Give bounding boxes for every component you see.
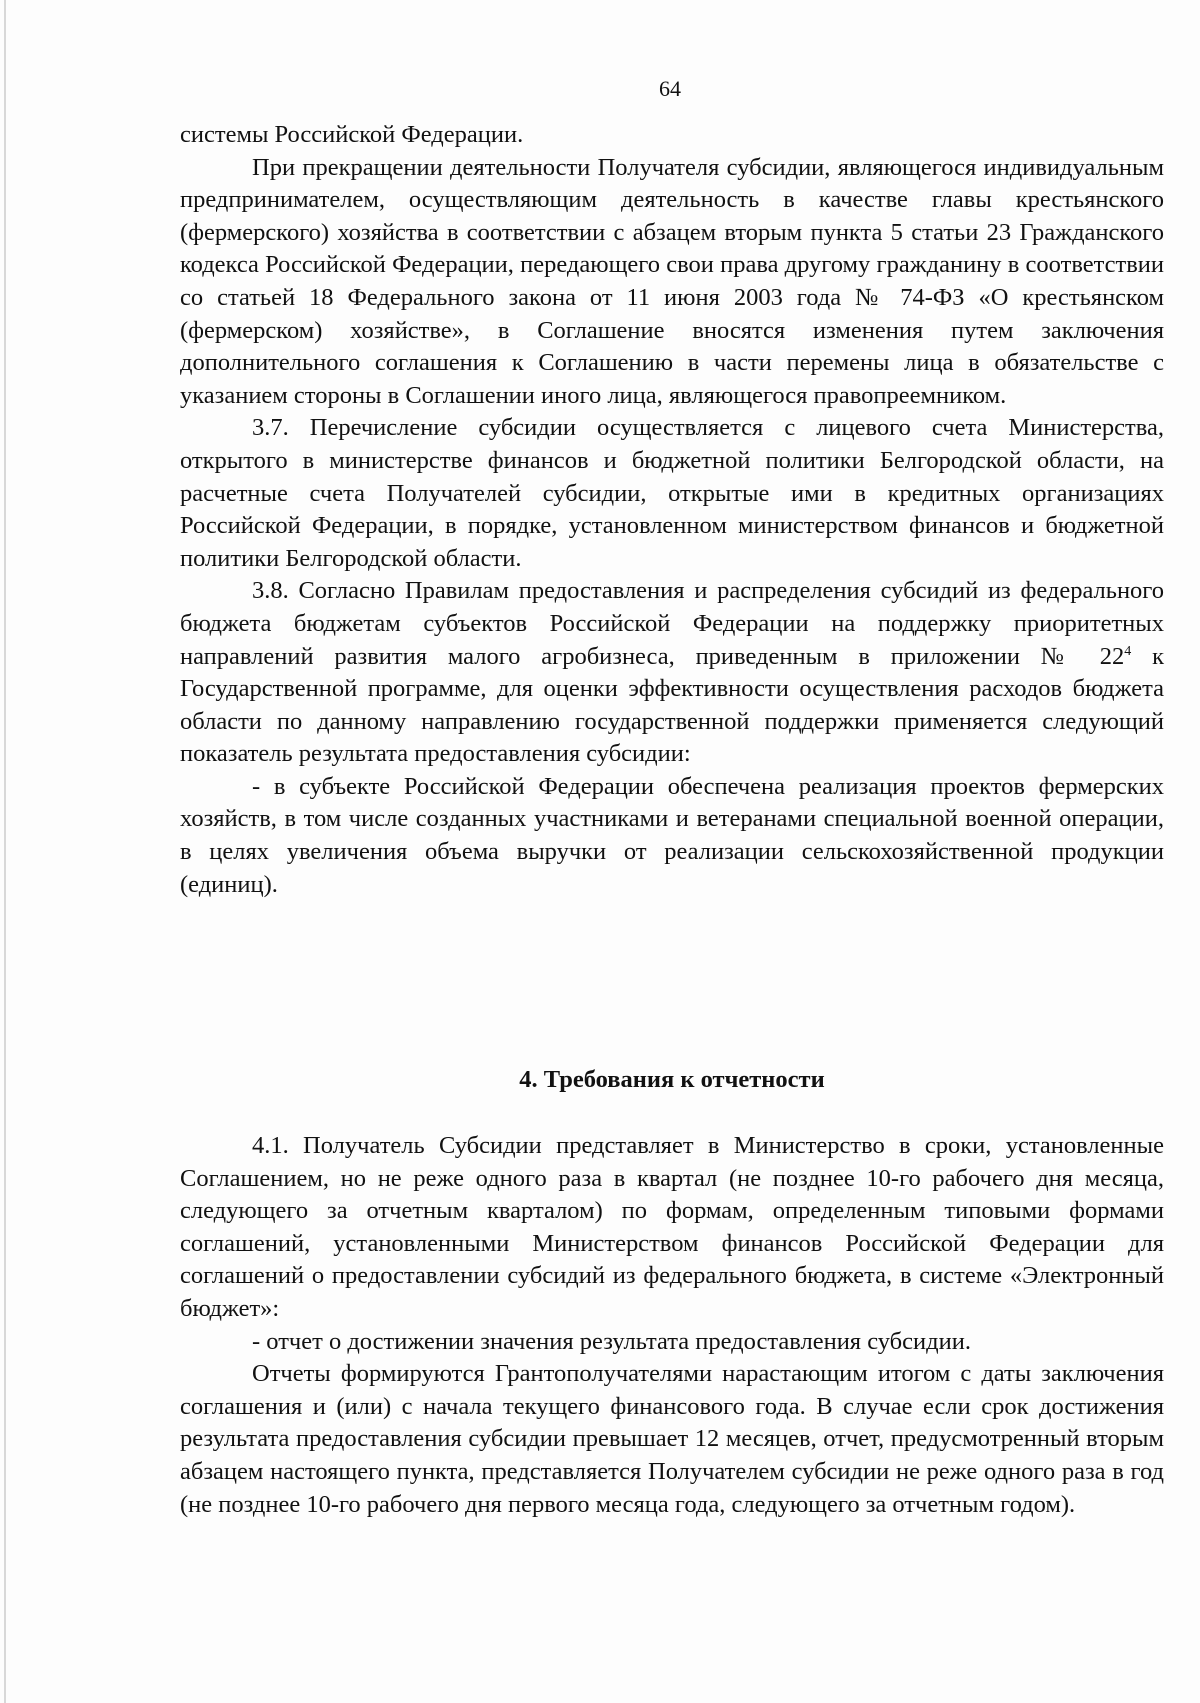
- paragraph-indicator: - в субъекте Российской Федерации обеспечена реализация проектов фермерских хозяйств, в том числе созданных участниками и ветеранами специальной военной операции, в целях увеличения объема выручки от реализации сельскохозяйственной продукции (единиц).: [180, 772, 1164, 898]
- paragraph-reports-formed: Отчеты формируются Грантополучателями нарастающим итогом с даты заключения соглашения и (или) с начала текущего финансового года. В случае если срок достижения результата предоставления субсидии превышает 12 месяцев, отчет, предусмотренный вторым абзацем настоящего пункта, представляется Получателем субсидии не реже одного раза в год (не позднее 10-го рабочего дня первого месяца года, следующего за отчетным годом).: [180, 1360, 1164, 1518]
- paragraph-3-7: 3.7. Перечисление субсидии осуществляется с лицевого счета Министерства, открытого в министерстве финансов и бюджетной политики Белгородской области, на расчетные счета Получателей субсидии, открытые ими в кредитных организациях Российской Федерации, в порядке, установленном министерством финансов и бюджетной политики Белгородской области.: [180, 414, 1164, 572]
- page-number: 64: [659, 76, 681, 101]
- paragraph-3-8-part-1: 3.8. Согласно Правилам предоставления и распределения субсидий из федерального бюджета бюджетам субъектов Российской Федерации на поддержку приоритетных направлений развития малого агробизнеса, приведенным в приложении № 22: [180, 577, 1164, 670]
- paragraph-termination: При прекращении деятельности Получателя субсидии, являющегося индивидуальным предпринимателем, осуществляющим деятельность в качестве главы крестьянского (фермерского) хозяйства в соответствии с абзацем вторым пункта 5 статьи 23 Гражданского кодекса Российской Федерации, передающего свои права другому гражданину в соответствии со статьей 18 Федерального закона от 11 июня 2003 года № 74-ФЗ «О крестьянском (фермерском) хозяйстве», в Соглашение вносятся изменения путем заключения дополнительного соглашения к Соглашению в части перемены лица в обязательстве с указанием стороны в Соглашении иного лица, являющегося правопреемником.: [180, 153, 1164, 409]
- paragraph-continuation: системы Российской Федерации.: [180, 121, 524, 148]
- scan-edge-line: [4, 0, 6, 1703]
- paragraph-4-1: 4.1. Получатель Субсидии представляет в Министерство в сроки, установленные Соглашением, но не реже одного раза в квартал (не позднее 10-го рабочего дня месяца, следующего за отчетным кварталом) по формам, определенным типовыми формами соглашений, установленными Министерством финансов Российской Федерации для соглашений о предоставлении субсидий из федерального бюджета, в системе «Электронный бюджет»:: [180, 1132, 1164, 1322]
- section-3-text: [180, 119, 1164, 901]
- paragraph-report-item: - отчет о достижении значения результата предоставления субсидии.: [252, 1327, 971, 1355]
- section-4-heading: 4. Требования к отчетности: [519, 1066, 825, 1093]
- section-4-text: [180, 1130, 1164, 1521]
- paragraph-3-8-part-2: к Государственной программе, для оценки эффективности осуществления расходов бюджета области по данному направлению государственной поддержки применяется следующий показатель результата предоставления субсидии:: [180, 642, 1164, 768]
- superscript-4: 4: [1124, 643, 1132, 659]
- paragraph-3-8: [180, 575, 1164, 771]
